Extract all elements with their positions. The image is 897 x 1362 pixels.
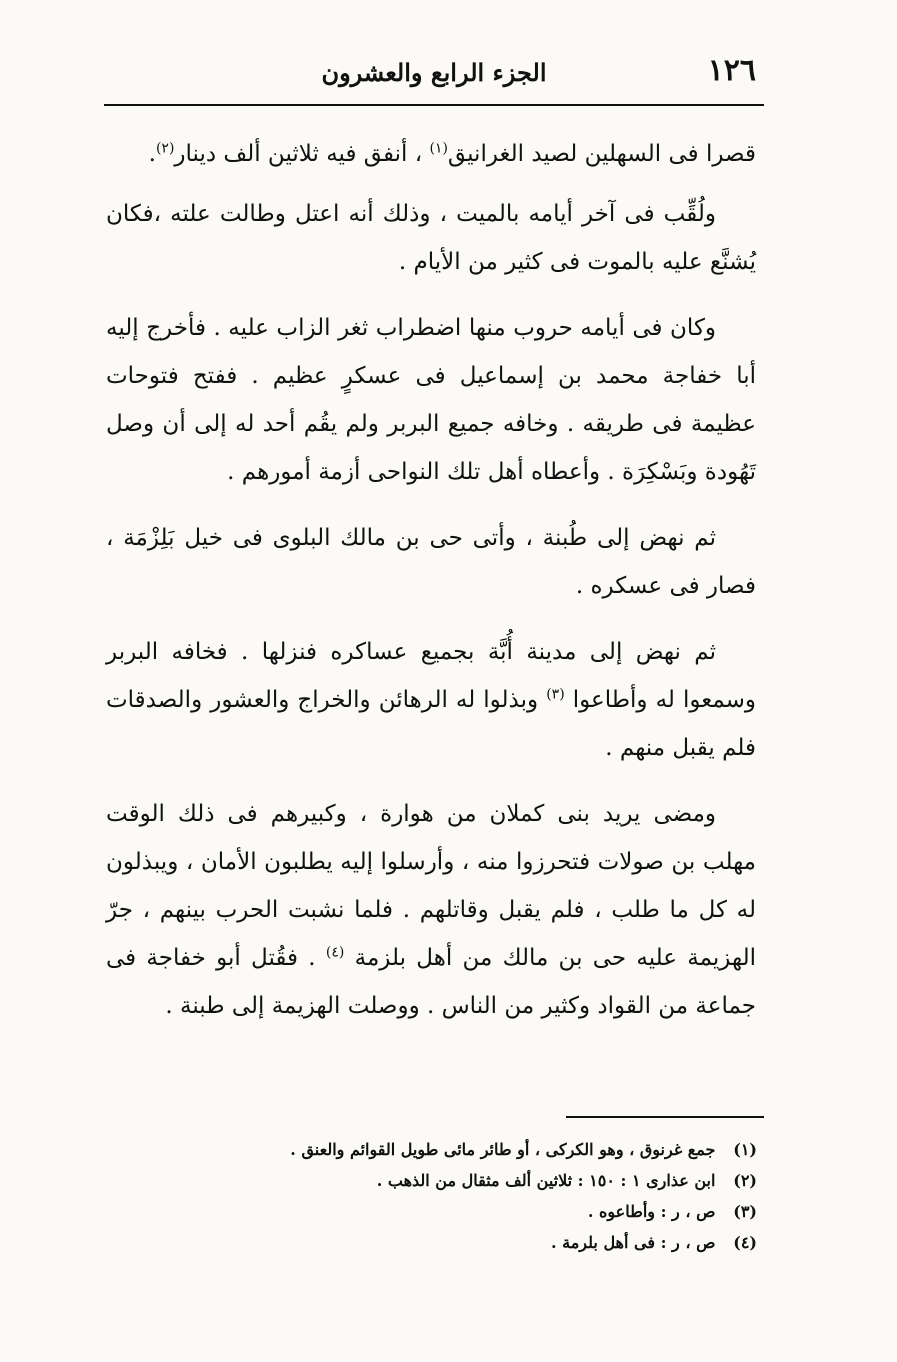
footnote-reference: (١) <box>429 140 448 157</box>
footnote-reference: (٣) <box>546 686 565 703</box>
paragraph-text: ومضى يريد بنى كملان من هوارة ، وكبيرهم فى ذلك الوقت مهلب بن صولات فتحرزوا منه ، وأرسلوا إليه يطلبون الأمان ، ويبذلون له كل ما طلب ، فلم يقبل وقاتلهم . فلما نشبت الحرب بينهم ، جرّ الهزيمة عليه حى بن مالك من أهل بلزمة <box>106 801 756 971</box>
paragraph-text: . <box>148 141 156 167</box>
paragraph-4 <box>106 514 756 610</box>
footnote-reference: (٤) <box>325 944 345 961</box>
footnote-4 <box>197 1227 757 1258</box>
footnote-reference: (٢) <box>155 140 175 157</box>
footnote-text: ص ، ر : فى أهل بلرمة . <box>551 1233 716 1252</box>
footnotes <box>197 1134 757 1258</box>
footnote-1 <box>197 1134 757 1165</box>
footnote-text: ص ، ر : وأطاعوه . <box>587 1202 716 1221</box>
running-title: الجزء الرابع والعشرون <box>321 58 547 87</box>
paragraph-text: ثم نهض إلى مدينة أُبَّة بجميع عساكره فنزلها . فخافه البربر وسمعوا له وأطاعوا <box>106 639 757 713</box>
page-number: ١٢٦ <box>707 53 756 88</box>
footnote-2 <box>197 1165 757 1196</box>
footnote-rule <box>566 1116 764 1118</box>
paragraph-text: ثم نهض إلى طُبنة ، وأتى حى بن مالك البلوى فى خيل بَلِزْمَة ، فصار فى عسكره . <box>106 525 756 599</box>
paragraph-text: وكان فى أيامه حروب منها اضطراب ثغر الزاب عليه . فأخرج إليه أبا خفاجة محمد بن إسماعيل فى عسكرٍ عظيم . ففتح فتوحات عظيمة فى طريقه . وخافه جميع البربر ولم يقُم أحد له إلى أن وصل تَهُودة وبَسْكِرَة . وأعطاه أهل تلك النواحى أزمة أمورهم . <box>106 315 756 485</box>
footnote-number: (٢) <box>733 1171 757 1190</box>
main-text <box>106 130 756 1048</box>
paragraph-text: ولُقِّب فى آخر أيامه بالميت ، وذلك أنه اعتل وطالت علته ،فكان يُشنَّع عليه بالموت فى كثير من الأيام . <box>106 201 756 275</box>
footnote-text: جمع غرنوق ، وهو الكركى ، أو طائر مائى طويل القوائم والعنق . <box>290 1140 716 1159</box>
paragraph-5 <box>106 628 756 772</box>
paragraph-text: وبذلوا له الرهائن والخراج والعشور والصدقات فلم يقبل منهم . <box>106 687 756 761</box>
paragraph-text: ، أنفق فيه ثلاثين ألف دينار <box>174 141 430 167</box>
paragraph-6 <box>106 790 756 1030</box>
paragraph-text: . فقُتل أبو خفاجة فى جماعة من القواد وكثير من الناس . ووصلت الهزيمة إلى طبنة . <box>106 945 756 1019</box>
footnote-number: (٣) <box>733 1202 757 1221</box>
footnote-number: (١) <box>733 1140 757 1159</box>
paragraph-2 <box>106 190 756 286</box>
footnote-number: (٤) <box>733 1233 757 1252</box>
paragraph-3 <box>106 304 756 496</box>
page-header <box>104 52 764 102</box>
footnote-3 <box>197 1196 757 1227</box>
footnote-text: ابن عذارى ١ : ١٥٠ : ثلاثين ألف مثقال من الذهب . <box>376 1171 716 1190</box>
header-rule <box>104 104 764 106</box>
paragraph-text: قصرا فى السهلين لصيد الغرانيق <box>447 141 756 167</box>
paragraph-1 <box>106 130 756 178</box>
